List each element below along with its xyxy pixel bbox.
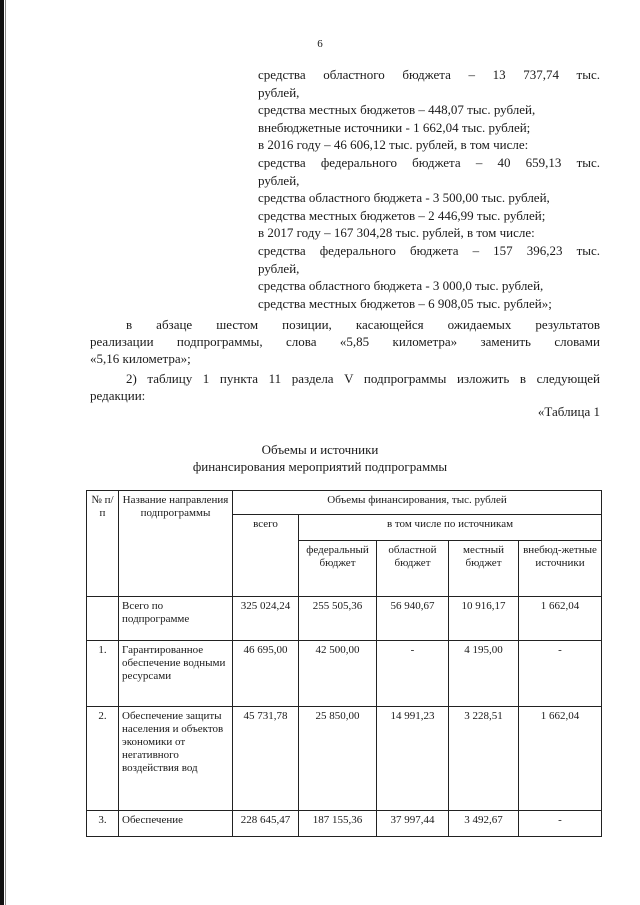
- funding-line: средства местных бюджетов – 6 908,05 тыс. рублей»;: [258, 295, 552, 311]
- funding-line: средства местных бюджетов – 448,07 тыс. рублей,: [258, 102, 536, 118]
- table-row: [87, 597, 602, 641]
- cell-federal: 255 505,36: [299, 597, 377, 641]
- cell-local: 3 228,51: [449, 707, 519, 811]
- table-header-row: [87, 491, 602, 515]
- header-volumes: Объемы финансирования, тыс. рублей: [233, 491, 602, 515]
- cell-local: 3 492,67: [449, 811, 519, 837]
- cell-total: 228 645,47: [233, 811, 299, 837]
- cell-federal: 187 155,36: [299, 811, 377, 837]
- funding-line: внебюджетные источники - 1 662,04 тыс. рублей;: [258, 119, 531, 135]
- cell-num: 3.: [87, 811, 119, 837]
- cell-federal: 42 500,00: [299, 641, 377, 707]
- cell-num: 2.: [87, 707, 119, 811]
- paragraph-line: реализации подпрограммы, слова «5,85 километра» заменить словами: [90, 334, 600, 349]
- cell-num: 1.: [87, 641, 119, 707]
- header-local: местный бюджет: [449, 541, 519, 597]
- funding-line: средства областного бюджета - 3 000,0 тыс. рублей,: [258, 278, 544, 294]
- funding-line: средства областного бюджета - 3 500,00 тыс. рублей,: [258, 190, 550, 206]
- header-name: Название направления подпрограммы: [119, 491, 233, 597]
- cell-name: Обеспечение защиты населения и объектов экономики от негативного воздействия вод: [119, 707, 233, 811]
- cell-num: [87, 597, 119, 641]
- cell-regional: 56 940,67: [377, 597, 449, 641]
- amendment-paragraph-2: [90, 370, 600, 404]
- header-total: всего: [233, 515, 299, 597]
- cell-total: 325 024,24: [233, 597, 299, 641]
- cell-name: Гарантированное обеспечение водными ресурсами: [119, 641, 233, 707]
- cell-extra: 1 662,04: [519, 707, 602, 811]
- funding-line: рублей,: [258, 260, 300, 276]
- cell-name: Всего по подпрограмме: [119, 597, 233, 641]
- funding-line: средства федерального бюджета – 40 659,13 тыс.: [258, 154, 600, 170]
- funding-line: средства местных бюджетов – 2 446,99 тыс. рублей;: [258, 207, 546, 223]
- cell-extra: -: [519, 811, 602, 837]
- cell-name: Обеспечение: [119, 811, 233, 837]
- cell-total: 45 731,78: [233, 707, 299, 811]
- funding-line: в 2017 году – 167 304,28 тыс. рублей, в том числе:: [258, 225, 535, 241]
- cell-extra: 1 662,04: [519, 597, 602, 641]
- header-num: № п/п: [87, 491, 119, 597]
- page-number: 6: [317, 38, 323, 50]
- cell-extra: -: [519, 641, 602, 707]
- cell-regional: 14 991,23: [377, 707, 449, 811]
- funding-line: рублей,: [258, 172, 300, 188]
- paragraph-line: 2) таблицу 1 пункта 11 раздела V подпрограммы изложить в следующей: [126, 371, 600, 386]
- table-row: [87, 641, 602, 707]
- header-by-sources: в том числе по источникам: [299, 515, 602, 541]
- cell-regional: 37 997,44: [377, 811, 449, 837]
- table-label: «Таблица 1: [537, 404, 600, 419]
- paragraph-line: в абзаце шестом позиции, касающейся ожидаемых результатов: [126, 317, 600, 332]
- funding-table: [86, 490, 602, 837]
- table-row: [87, 811, 602, 837]
- funding-list: [258, 66, 600, 312]
- table-title-line: Объемы и источники: [261, 442, 379, 457]
- cell-federal: 25 850,00: [299, 707, 377, 811]
- table-title: [0, 441, 640, 475]
- cell-local: 4 195,00: [449, 641, 519, 707]
- header-federal: федеральный бюджет: [299, 541, 377, 597]
- header-extra: внебюд-жетные источники: [519, 541, 602, 597]
- cell-regional: -: [377, 641, 449, 707]
- funding-line: в 2016 году – 46 606,12 тыс. рублей, в том числе:: [258, 137, 529, 153]
- funding-line: рублей,: [258, 84, 300, 100]
- cell-total: 46 695,00: [233, 641, 299, 707]
- table-row: [87, 707, 602, 811]
- amendment-paragraph-1: [90, 316, 600, 367]
- cell-local: 10 916,17: [449, 597, 519, 641]
- funding-line: средства областного бюджета – 13 737,74 тыс.: [258, 67, 600, 82]
- paragraph-line: «5,16 километра»;: [90, 351, 191, 366]
- table-title-line: финансирования мероприятий подпрограммы: [192, 459, 448, 474]
- funding-line: средства федерального бюджета – 157 396,23 тыс.: [258, 242, 600, 258]
- header-regional: областной бюджет: [377, 541, 449, 597]
- paragraph-line: редакции:: [90, 388, 146, 403]
